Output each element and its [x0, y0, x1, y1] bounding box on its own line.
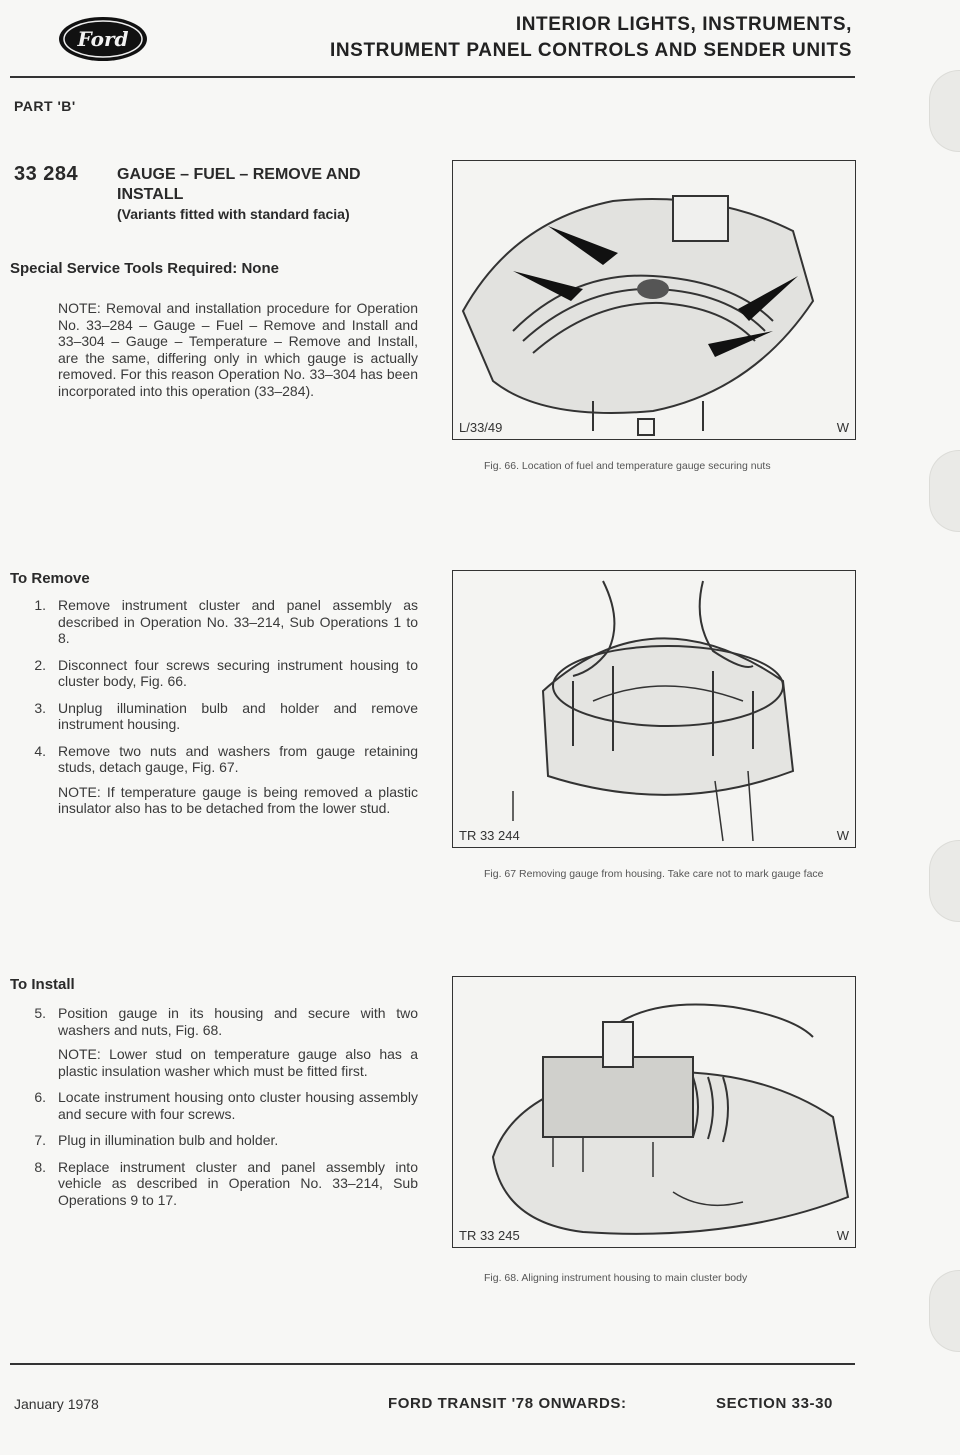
part-label: PART 'B' [14, 98, 76, 114]
step-text: Remove two nuts and washers from gauge retaining studs, detach gauge, Fig. 67. [58, 742, 418, 775]
ford-logo [58, 16, 148, 62]
remove-steps [26, 597, 418, 827]
special-tools: Special Service Tools Required: None [10, 260, 279, 277]
footer-section: SECTION 33-30 [716, 1395, 834, 1412]
step-number: 6. [34, 1089, 46, 1105]
figure-code: L/33/49 [459, 420, 503, 435]
step-number: 4. [34, 742, 46, 759]
figure-mark: W [836, 828, 849, 843]
binder-hole [929, 840, 960, 922]
ford-logo-text: Ford [77, 27, 129, 51]
install-step-7 [26, 1132, 418, 1149]
figure-68-illustration [453, 977, 855, 1247]
figure-67-illustration [453, 571, 855, 847]
step-number: 8. [34, 1158, 46, 1175]
remove-step-4 [26, 743, 418, 817]
operation-subtitle: (Variants fitted with standard facia) [117, 206, 350, 222]
step-note: NOTE: If temperature gauge is being removed a plastic insulator also has to be detached from the lower stud. [58, 783, 418, 816]
binder-hole [929, 1270, 960, 1352]
remove-step-3 [26, 700, 418, 733]
step-text: Locate instrument housing onto cluster housing assembly and secure with four screws. [58, 1089, 418, 1122]
install-steps [26, 1005, 418, 1218]
step-number: 2. [34, 656, 46, 673]
step-text: Remove instrument cluster and panel assembly as described in Operation No. 33–214, Sub Operations 1 to 8. [58, 597, 418, 646]
figure-mark: W [836, 420, 849, 435]
step-text: Replace instrument cluster and panel assembly into vehicle as described in Operation No. 33–214, Sub Operations 9 to 17. [58, 1158, 418, 1208]
intro-note: NOTE: Removal and installation procedure for Operation No. 33–284 – Gauge – Fuel – Remove and Install and 33–304 – Gauge – Temperature – Remove and Install, are the same, differing only in which gauge is actually removed. For this reason Operation No. 33–304 has been incorporated into this operation (33–284). [58, 300, 418, 399]
install-heading: To Install [10, 976, 75, 993]
install-step-6 [26, 1089, 418, 1122]
figure-67 [452, 570, 856, 848]
step-number: 5. [34, 1005, 46, 1021]
figure-66-illustration [453, 161, 855, 439]
step-text: Disconnect four screws securing instrument housing to cluster body, Fig. 66. [58, 656, 418, 689]
figure-68-caption: Fig. 68. Aligning instrument housing to main cluster body [484, 1272, 748, 1284]
remove-step-2 [26, 657, 418, 690]
install-step-8 [26, 1159, 418, 1209]
step-number: 3. [34, 699, 46, 716]
binder-hole [929, 70, 960, 152]
figure-66-caption: Fig. 66. Location of fuel and temperature gauge securing nuts [484, 460, 771, 472]
figure-code: TR 33 245 [459, 1228, 520, 1243]
step-text: Plug in illumination bulb and holder. [58, 1132, 279, 1148]
footer-title: FORD TRANSIT '78 ONWARDS: [388, 1395, 627, 1412]
header-title-line1: INTERIOR LIGHTS, INSTRUMENTS, [515, 14, 852, 35]
header-rule [10, 76, 855, 78]
figure-code: TR 33 244 [459, 828, 520, 843]
operation-title: GAUGE – FUEL – REMOVE AND INSTALL [117, 166, 361, 203]
figure-67-caption: Fig. 67 Removing gauge from housing. Take care not to mark gauge face [484, 868, 824, 880]
header-title-line2: INSTRUMENT PANEL CONTROLS AND SENDER UNITS [329, 40, 852, 61]
operation-number: 33 284 [14, 163, 79, 185]
figure-mark: W [836, 1228, 849, 1243]
binder-hole [929, 450, 960, 532]
step-number: 7. [34, 1132, 46, 1148]
step-number: 1. [34, 597, 46, 613]
footer-rule [10, 1363, 855, 1365]
step-text: Unplug illumination bulb and holder and remove instrument housing. [58, 699, 418, 732]
remove-heading: To Remove [10, 570, 90, 587]
step-text: Position gauge in its housing and secure with two washers and nuts, Fig. 68. [58, 1005, 418, 1038]
figure-68 [452, 976, 856, 1248]
figure-66 [452, 160, 856, 440]
install-step-5 [26, 1005, 418, 1079]
remove-step-1 [26, 597, 418, 647]
footer-date: January 1978 [14, 1396, 99, 1412]
step-note: NOTE: Lower stud on temperature gauge also has a plastic insulation washer which must be fitted first. [58, 1046, 418, 1079]
